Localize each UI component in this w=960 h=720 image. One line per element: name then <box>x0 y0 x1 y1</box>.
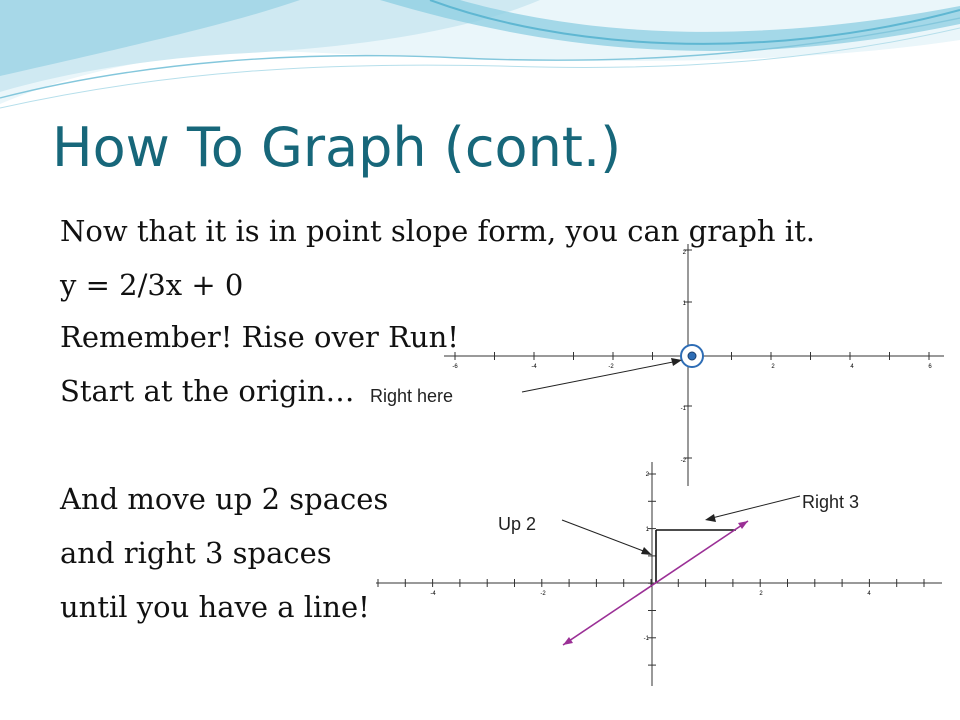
top-x-tick-label: 4 <box>850 364 854 370</box>
body-line-6: and right 3 spaces <box>60 536 332 570</box>
top-x-tick-label: -2 <box>608 364 614 370</box>
bottom-y-tick-label: 2 <box>645 472 649 478</box>
body-line-3: Remember! Rise over Run! <box>60 320 459 354</box>
up-2-arrow <box>562 520 646 552</box>
slide-title: How To Graph (cont.) <box>52 116 622 179</box>
bottom-y-tick-label: -1 <box>643 636 649 642</box>
bottom-x-tick-label: -4 <box>430 591 436 597</box>
bottom-x-tick-label: 2 <box>759 591 763 597</box>
body-line-2: y = 2/3x + 0 <box>60 268 244 302</box>
top-x-tick-label: 6 <box>928 364 932 370</box>
top-y-tick-label: 1 <box>682 301 686 307</box>
bottom-y-tick-label: 1 <box>645 527 649 533</box>
body-line-1: Now that it is in point slope form, you can graph it. <box>60 214 815 248</box>
top-x-tick-label: -4 <box>531 364 537 370</box>
top-y-tick-label: -2 <box>680 458 686 464</box>
top-y-tick-label: -1 <box>680 406 686 412</box>
bottom-x-tick-label: 4 <box>867 591 871 597</box>
body-line-7: until you have a line! <box>60 590 370 624</box>
top-x-tick-label: -6 <box>452 364 458 370</box>
top-y-tick-label: 2 <box>682 250 686 256</box>
bottom-x-tick-label: -2 <box>540 591 546 597</box>
right-3-arrow <box>712 496 800 518</box>
body-line-4: Start at the origin… <box>60 374 355 408</box>
right-here-label: Right here <box>370 386 454 406</box>
right-3-label: Right 3 <box>802 492 860 512</box>
top-x-tick-label: 2 <box>771 364 775 370</box>
up-2-label: Up 2 <box>498 514 537 534</box>
body-line-5: And move up 2 spaces <box>60 482 389 516</box>
